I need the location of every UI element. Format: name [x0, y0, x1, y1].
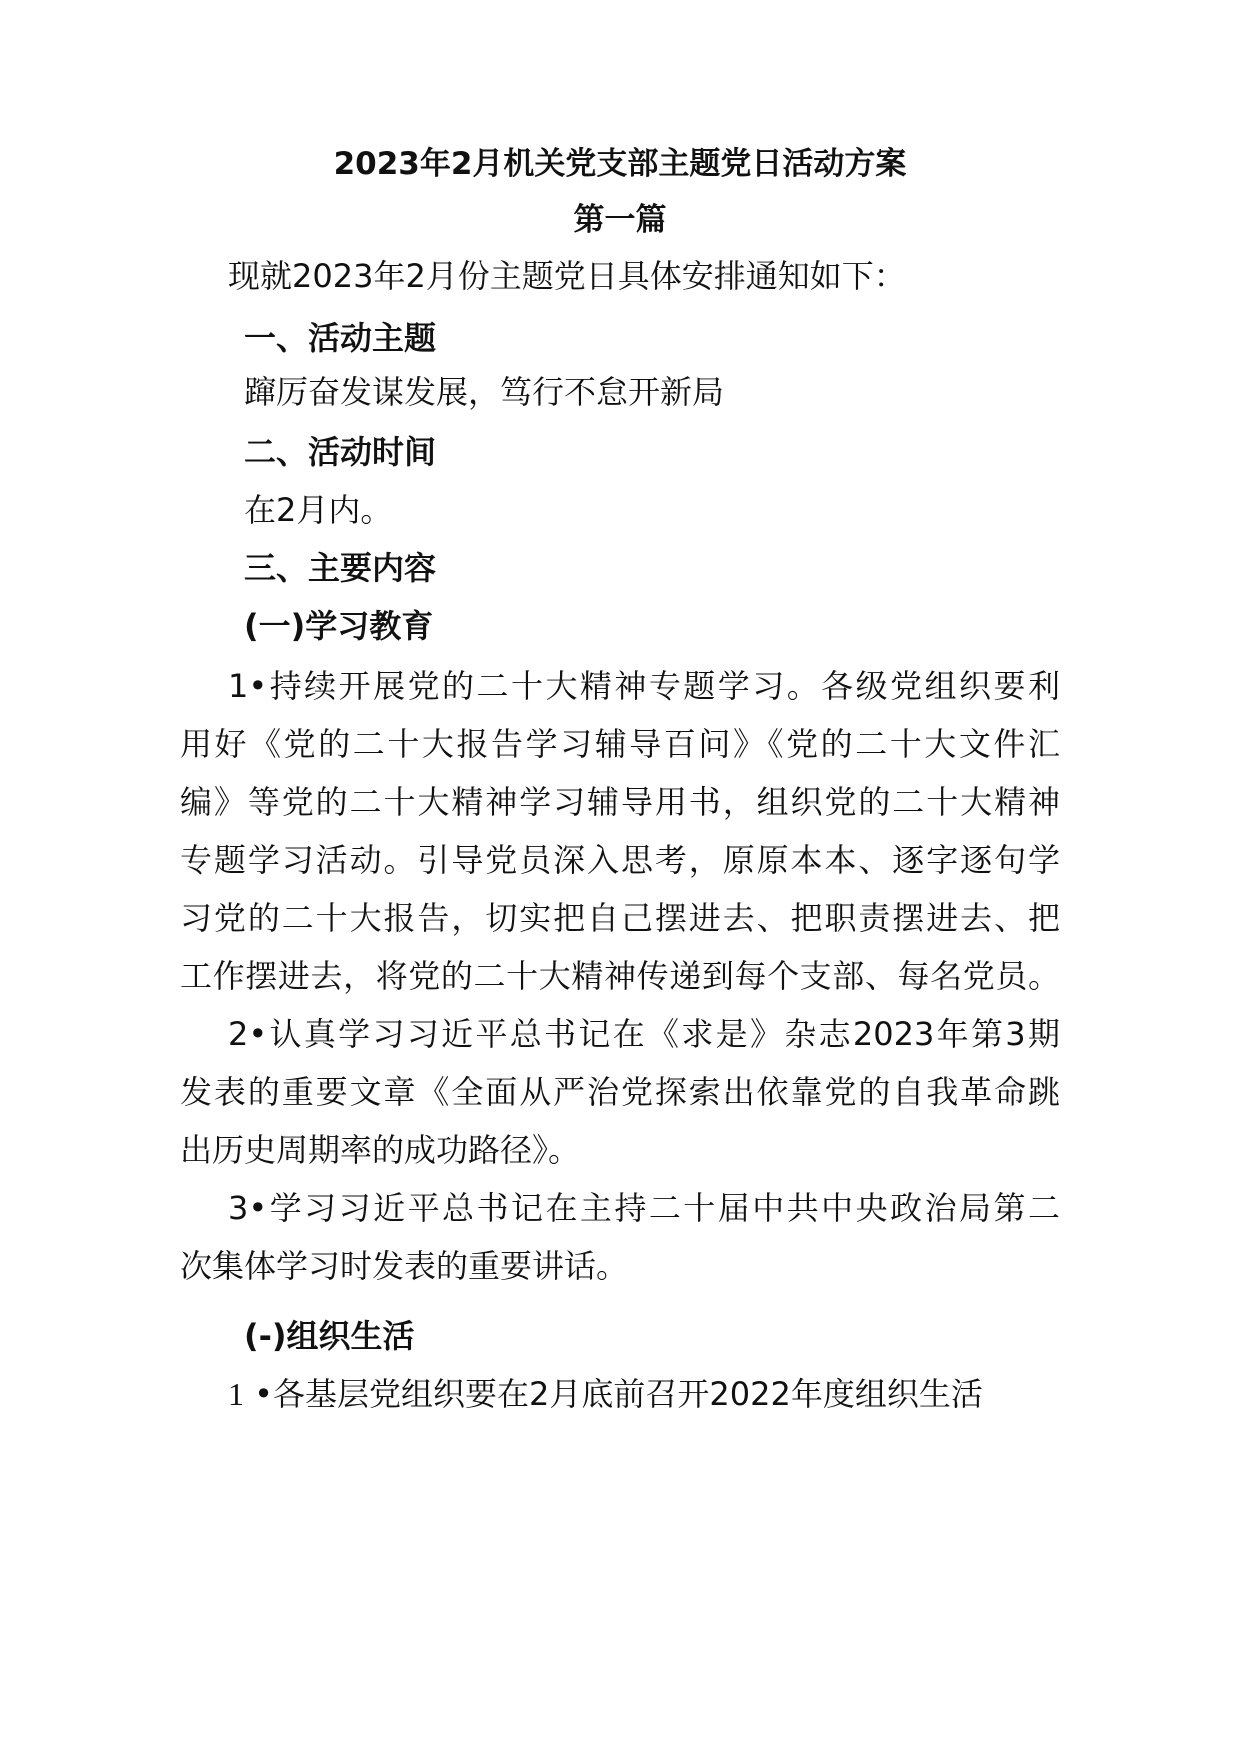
item-3-line: 次集体学习时发表的重要讲话。: [180, 1247, 629, 1285]
item-1-line: 专题学习活动。引导党员深入思考，原原本本、逐字逐句学: [180, 841, 1060, 879]
item-1-line: 用好《党的二十大报告学习辅导百问》《党的二十大文件汇: [180, 725, 1060, 763]
document-title: 2023年2月机关党支部主题党日活动方案: [333, 146, 907, 182]
item-1-line: 工作摆进去，将党的二十大精神传递到每个支部、每名党员。: [180, 957, 1060, 995]
item-2-line: 发表的重要文章《全面从严治党探索出依靠党的自我革命跳: [180, 1073, 1060, 1111]
item-1-line: 习党的二十大报告，切实把自己摆进去、把职责摆进去、把: [180, 899, 1060, 937]
subsection-2-item-1: [228, 1372, 983, 1416]
item-text: •各基层党组织要在2月底前召开2022年度组织生活: [254, 1375, 983, 1413]
item-3-line: 3•学习习近平总书记在主持二十届中共中央政治局第二: [228, 1189, 1060, 1227]
subsection-1-heading: (一)学习教育: [244, 607, 434, 645]
item-2-line: 2•认真学习习近平总书记在《求是》杂志2023年第3期: [228, 1015, 1060, 1053]
intro-paragraph: 现就2023年2月份主题党日具体安排通知如下：: [228, 257, 906, 295]
item-1-line: 编》等党的二十大精神学习辅导用书，组织党的二十大精神: [180, 783, 1060, 821]
subsection-2-heading: (-)组织生活: [244, 1317, 415, 1355]
section-3-heading: 三、主要内容: [244, 549, 437, 587]
document-subtitle: 第一篇: [573, 202, 667, 238]
section-1-heading: 一、活动主题: [244, 319, 437, 357]
section-1-body: 蹿厉奋发谋发展，笃行不怠开新局: [244, 373, 725, 411]
item-1-line: 1•持续开展党的二十大精神专题学习。各级党组织要利: [228, 667, 1060, 705]
section-2-body: 在2月内。: [244, 491, 393, 529]
item-number: 1: [228, 1376, 244, 1412]
item-2-line: 出历史周期率的成功路径》。: [180, 1131, 581, 1169]
section-2-heading: 二、活动时间: [244, 433, 437, 471]
